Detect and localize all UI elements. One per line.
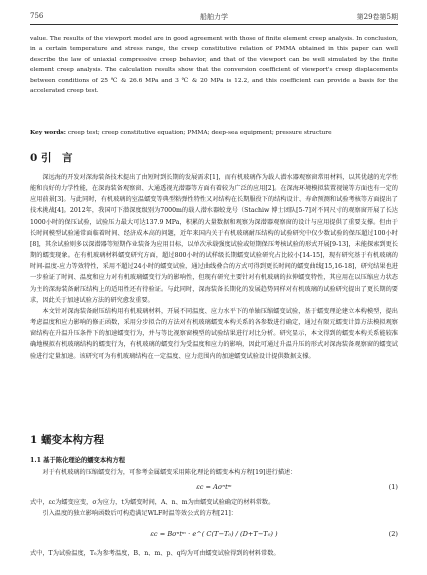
keywords	[30, 128, 398, 138]
theory-paragraph-1: 对于有机玻璃的压缩蠕变行为，可参考金属蠕变采用陈化理论的蠕变本构方程[19]进行描述：	[42, 469, 297, 476]
theory-text-1	[30, 467, 398, 478]
equation-2-number: (2)	[388, 530, 398, 538]
eq1-description: 式中，εc为蠕变应变，σ为应力，t为蠕变时间，A、n、m为由蠕变试验确定的材料常数。	[30, 499, 275, 506]
section-number: 0	[30, 152, 38, 164]
intro-paragraph-2: 本文针对深海装备耐压结构用有机玻璃材料，开展不同温度、应力水平下的单轴压缩蠕变试验，基于蠕变理论建立本构模型，提出考虑温度和应力影响的修正函数，采用分步拟合的方法对有机玻璃蠕变本构关系的各参数进行确定，通过有限元蠕变计算方法模拟观察窗结构在升温升压条件下的加速蠕变行为，并与等比视察窗模型的试验结果进行对比分析。研究显示，本文得到的蠕变本构关系能较准确地模拟有机玻璃结构的蠕变行为，有机玻璃的蠕变行为受温度和应力的影响，因此可通过升温升压的形式对深海装备观察窗的蠕变试验进行定量加速。该研究可为有机玻璃结构在一定温度、应力范围内的加速蠕变试验设计提供数据支撑。	[30, 307, 398, 360]
equation-1-description	[30, 497, 398, 519]
subsection-title: 基于陈化理论的蠕变本构方程	[43, 457, 126, 464]
section-number: 1	[30, 434, 38, 446]
issue-info: 第29卷第5期	[356, 13, 398, 21]
equation-1-formula: εc = Aσⁿtᵐ	[196, 483, 232, 491]
abstract-text: value. The results of the viewport model are in good agreement with those of finite element creep analysis. In conclusion, in a certain temperature and stress range, the creep constitutive relation of PMMA obtained in this paper can well describe the law of uniaxial compressive creep behavior, and that of the viewport can be well simulated by the finite element creep analysis. The calculation results show that the conversion coefficient of viewport's creep displacements between conditions of 25 ℃ & 26.6 MPa and 3 ℃ & 20 MPa is 12.2, and this coefficient can provide a basis for the accelerated creep test.	[30, 36, 398, 95]
subsection-number: 1.1	[30, 457, 41, 464]
equation-2-description	[30, 548, 398, 559]
section-title: 蠕变本构方程	[40, 434, 104, 446]
equation-1-number: (1)	[388, 483, 398, 491]
keywords-text: creep test; creep constitutive equation; PMMA; deep-sea equipment; pressure structure	[67, 130, 332, 136]
intro-body	[30, 172, 398, 362]
theory-paragraph-2: 引入温度的独立影响函数后可构造满足WLF时温等效公式的方程[21]：	[42, 510, 237, 518]
eq2-description: 式中，T为试验温度，T₀为参考温度，B、n、m、p、q均为可由蠕变试验得到的材料常数。	[30, 550, 280, 557]
equation-2	[30, 530, 398, 544]
journal-name: 船舶力学	[200, 13, 228, 21]
section-heading-creep	[30, 432, 104, 447]
page-number: 756	[30, 12, 44, 20]
header-rule	[30, 24, 398, 25]
subsection-heading	[30, 455, 125, 464]
intro-paragraph-1: 深远海的开发对深海装备技术提出了由短时到长期的发展需求[1]，而有机玻璃作为载人潜水器观察窗常用材料，以其优越的光学性能和良好的力学性能，在深海装备观察窗、大通透视光潜器等方面有着较为广泛的应用[2]。在深海环境模拟装置视镜等方面也有一定的应用前景[3]。与此同时，有机玻璃的室温蠕变等典型粘弹性特性又对结构在长期服役下的结构设计、寿命预测和试验考核等方面提出了技术挑战[4]。2012年，我国可下潜深度级别为7000m的载人潜水器蛟龙号（Stachiw 博士团队[5-7]对不同尺寸的观察窗开展了长达1000小时的保压试验，试验压力最大可达137.9 MPa，积累的大量数据和观察为深潜器观察窗的设计与应用提供了重要支撑。但由于长时间模型试验通常面临着时间、经济成本高的问题，近年来国内关于有机玻璃耐压结构的试验研究中仅少数试验的保压超过100小时[8]，其余试验则多以深潜器等短期作业装备为应用目标，以单次承载强度试验或短期保压考核试验的形式开展[9-13]，未能探索到更长期的蠕变现象。在有机玻璃材料蠕变研究方面，超过800小时的试样级长期蠕变试验研究占比较小[14-15]，现有研究基于有机玻璃的时间-温度-应力等效特性，采用不超过24小时的蠕变试验，通过曲线叠合的方式可得到更长时间的蠕变曲线[15,16-18]，研究结果也进一步验证了时间、温度和应力对有机玻璃蠕变行为的影响性，但现有研究主要针对有机玻璃的拉伸蠕变特性，其应用在以压缩应力状态为主的深海装备耐压结构上的适用性还有待验证。与此同时，深海装备长期化的发展趋势同样对有机玻璃的试验研究提出了更长期的要求，因此关于加速试验方法的研究愈发重要。	[30, 174, 398, 304]
section-heading-intro	[30, 150, 72, 165]
keywords-label: Key words:	[30, 129, 66, 136]
equation-1	[30, 483, 398, 495]
section-title: 引 言	[40, 152, 73, 164]
equation-2-formula: εc = Bσⁿtᵐ · e^( C(T−T₀) / (D+T−T₀) )	[150, 530, 278, 538]
english-abstract	[30, 34, 398, 96]
